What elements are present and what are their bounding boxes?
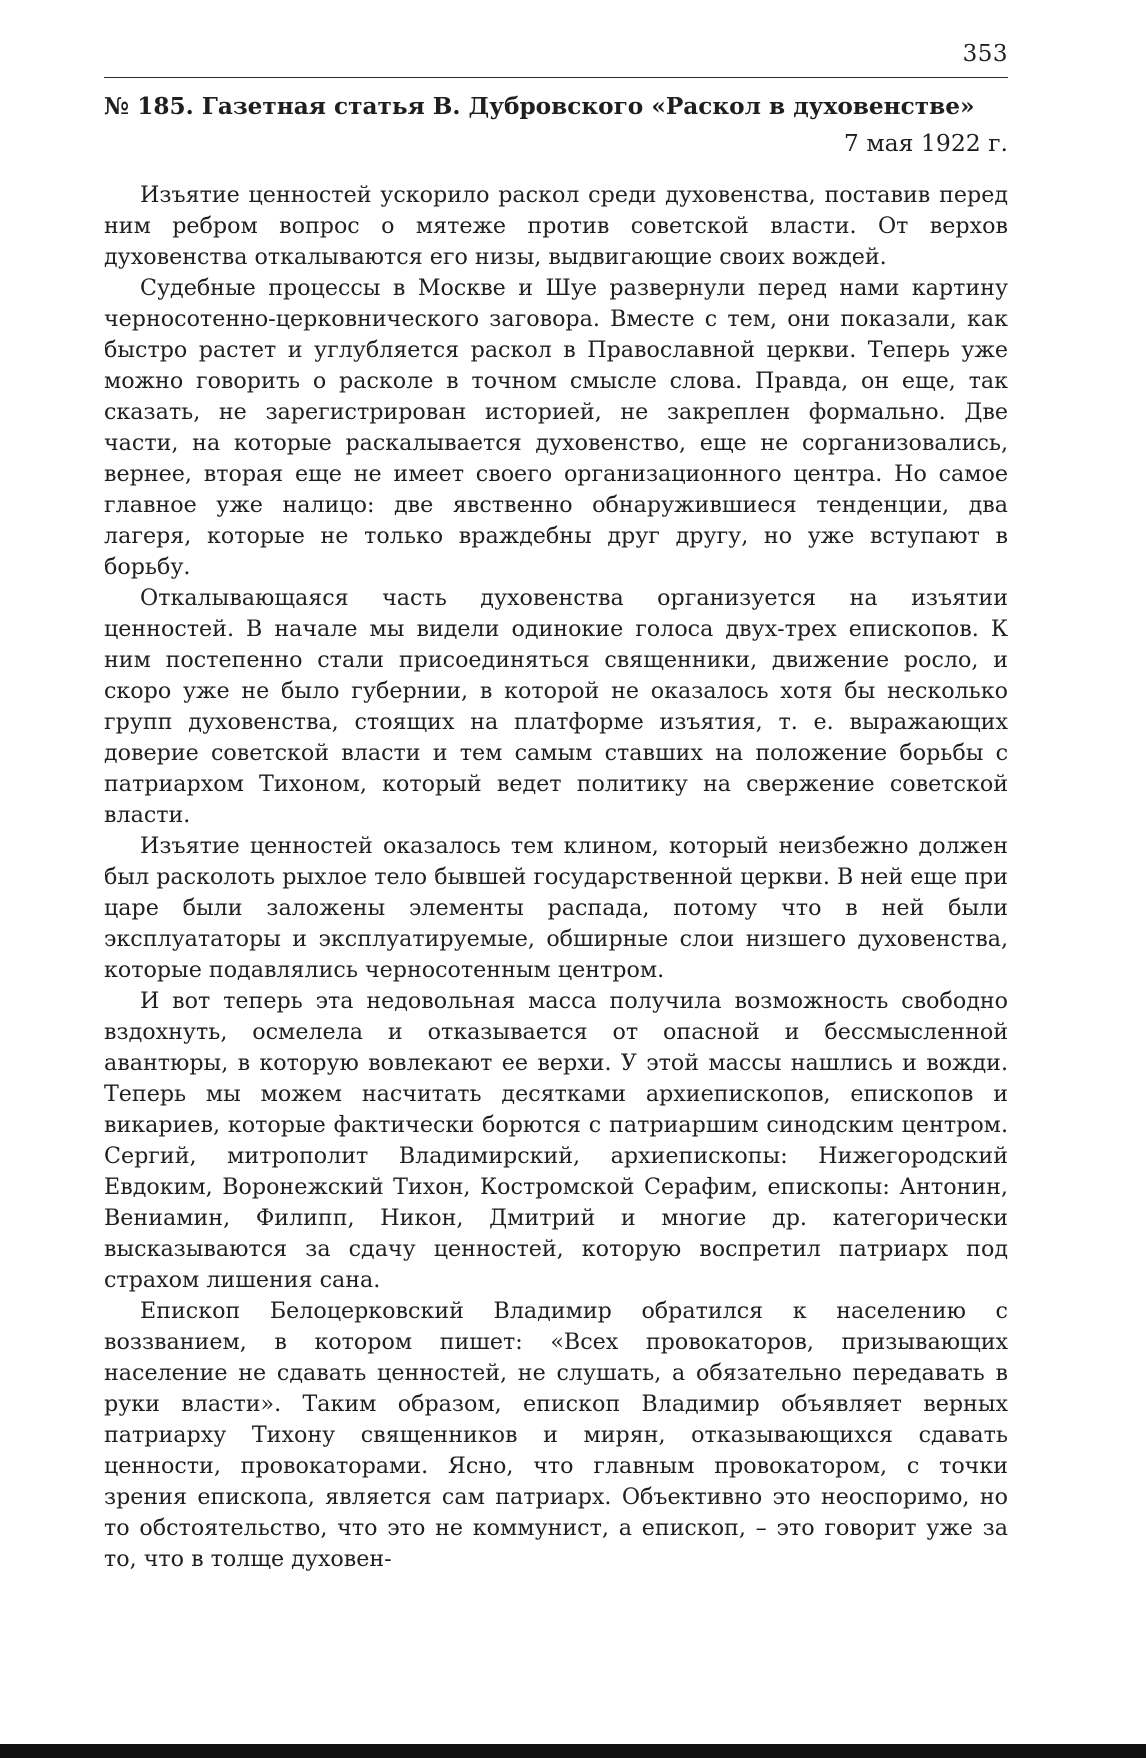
- paragraph: Откалывающаяся часть духовенства организуется на изъятии ценностей. В начале мы видели одинокие голоса двух-трех епископов. К ним постепенно стали присоединяться священники, движение росло, и скоро уже не было губернии, в которой не оказалось хотя бы несколько групп духовенства, стоящих на платформе изъятия, т. е. выражающих доверие советской власти и тем самым ставших на положение борьбы с патриархом Тихоном, который ведет политику на свержение советской власти.: [104, 585, 1008, 828]
- document-title: № 185. Газетная статья В. Дубровского «Раскол в духовенстве»: [104, 93, 975, 120]
- document-body: [104, 180, 1008, 1575]
- paragraph: Судебные процессы в Москве и Шуе развернули перед нами картину черносотенно-церковнического заговора. Вместе с тем, они показали, как быстро растет и углубляется раскол в Православной церкви. Теперь уже можно говорить о расколе в точном смысле слова. Правда, он еще, так сказать, не зарегистрирован историей, не закреплен формально. Две части, на которые раскалывается духовенство, еще не сорганизовались, вернее, вторая еще не имеет своего организационного центра. Но самое главное уже налицо: две явственно обнаружившиеся тенденции, два лагеря, которые не только враждебны друг другу, но уже вступают в борьбу.: [104, 275, 1008, 580]
- page-number: 353: [962, 41, 1008, 67]
- document-page: [104, 40, 1008, 1575]
- scan-bottom-border: [0, 1744, 1146, 1758]
- paragraph: И вот теперь эта недовольная масса получила возможность свободно вздохнуть, осмелела и отказывается от опасной и бессмысленной авантюры, в которую вовлекают ее верхи. У этой массы нашлись и вожди. Теперь мы можем насчитать десятками архиепископов, епископов и викариев, которые фактически борются с патриаршим синодским центром. Сергий, митрополит Владимирский, архиепископы: Нижегородский Евдоким, Воронежский Тихон, Костромской Серафим, епископы: Антонин, Вениамин, Филипп, Никон, Дмитрий и многие др. категорически высказываются за сдачу ценностей, которую воспретил патриарх под страхом лишения сана.: [104, 988, 1008, 1293]
- paragraph: Изъятие ценностей ускорило раскол среди духовенства, поставив перед ним ребром вопрос о мятеже против советской власти. От верхов духовенства откалываются его низы, выдвигающие своих вождей.: [104, 182, 1008, 270]
- document-date: 7 мая 1922 г.: [843, 129, 1008, 157]
- paragraph: Изъятие ценностей оказалось тем клином, который неизбежно должен был расколоть рыхлое тело бывшей государственной церкви. В ней еще при царе были заложены элементы распада, потому что в ней были эксплуататоры и эксплуатируемые, обширные слои низшего духовенства, которые подавлялись черносотенным центром.: [104, 833, 1008, 983]
- header-rule: [104, 77, 1008, 78]
- paragraph: Епископ Белоцерковский Владимир обратился к населению с воззванием, в котором пишет: «Всех провокаторов, призывающих население не сдавать ценностей, не слушать, а обязательно передавать в руки власти». Таким образом, епископ Владимир объявляет верных патриарху Тихону священников и мирян, отказывающихся сдавать ценности, провокаторами. Ясно, что главным провокатором, с точки зрения епископа, является сам патриарх. Объективно это неоспоримо, но то обстоятельство, что это не коммунист, а епископ, – это говорит уже за то, что в толще духовен-: [104, 1298, 1008, 1572]
